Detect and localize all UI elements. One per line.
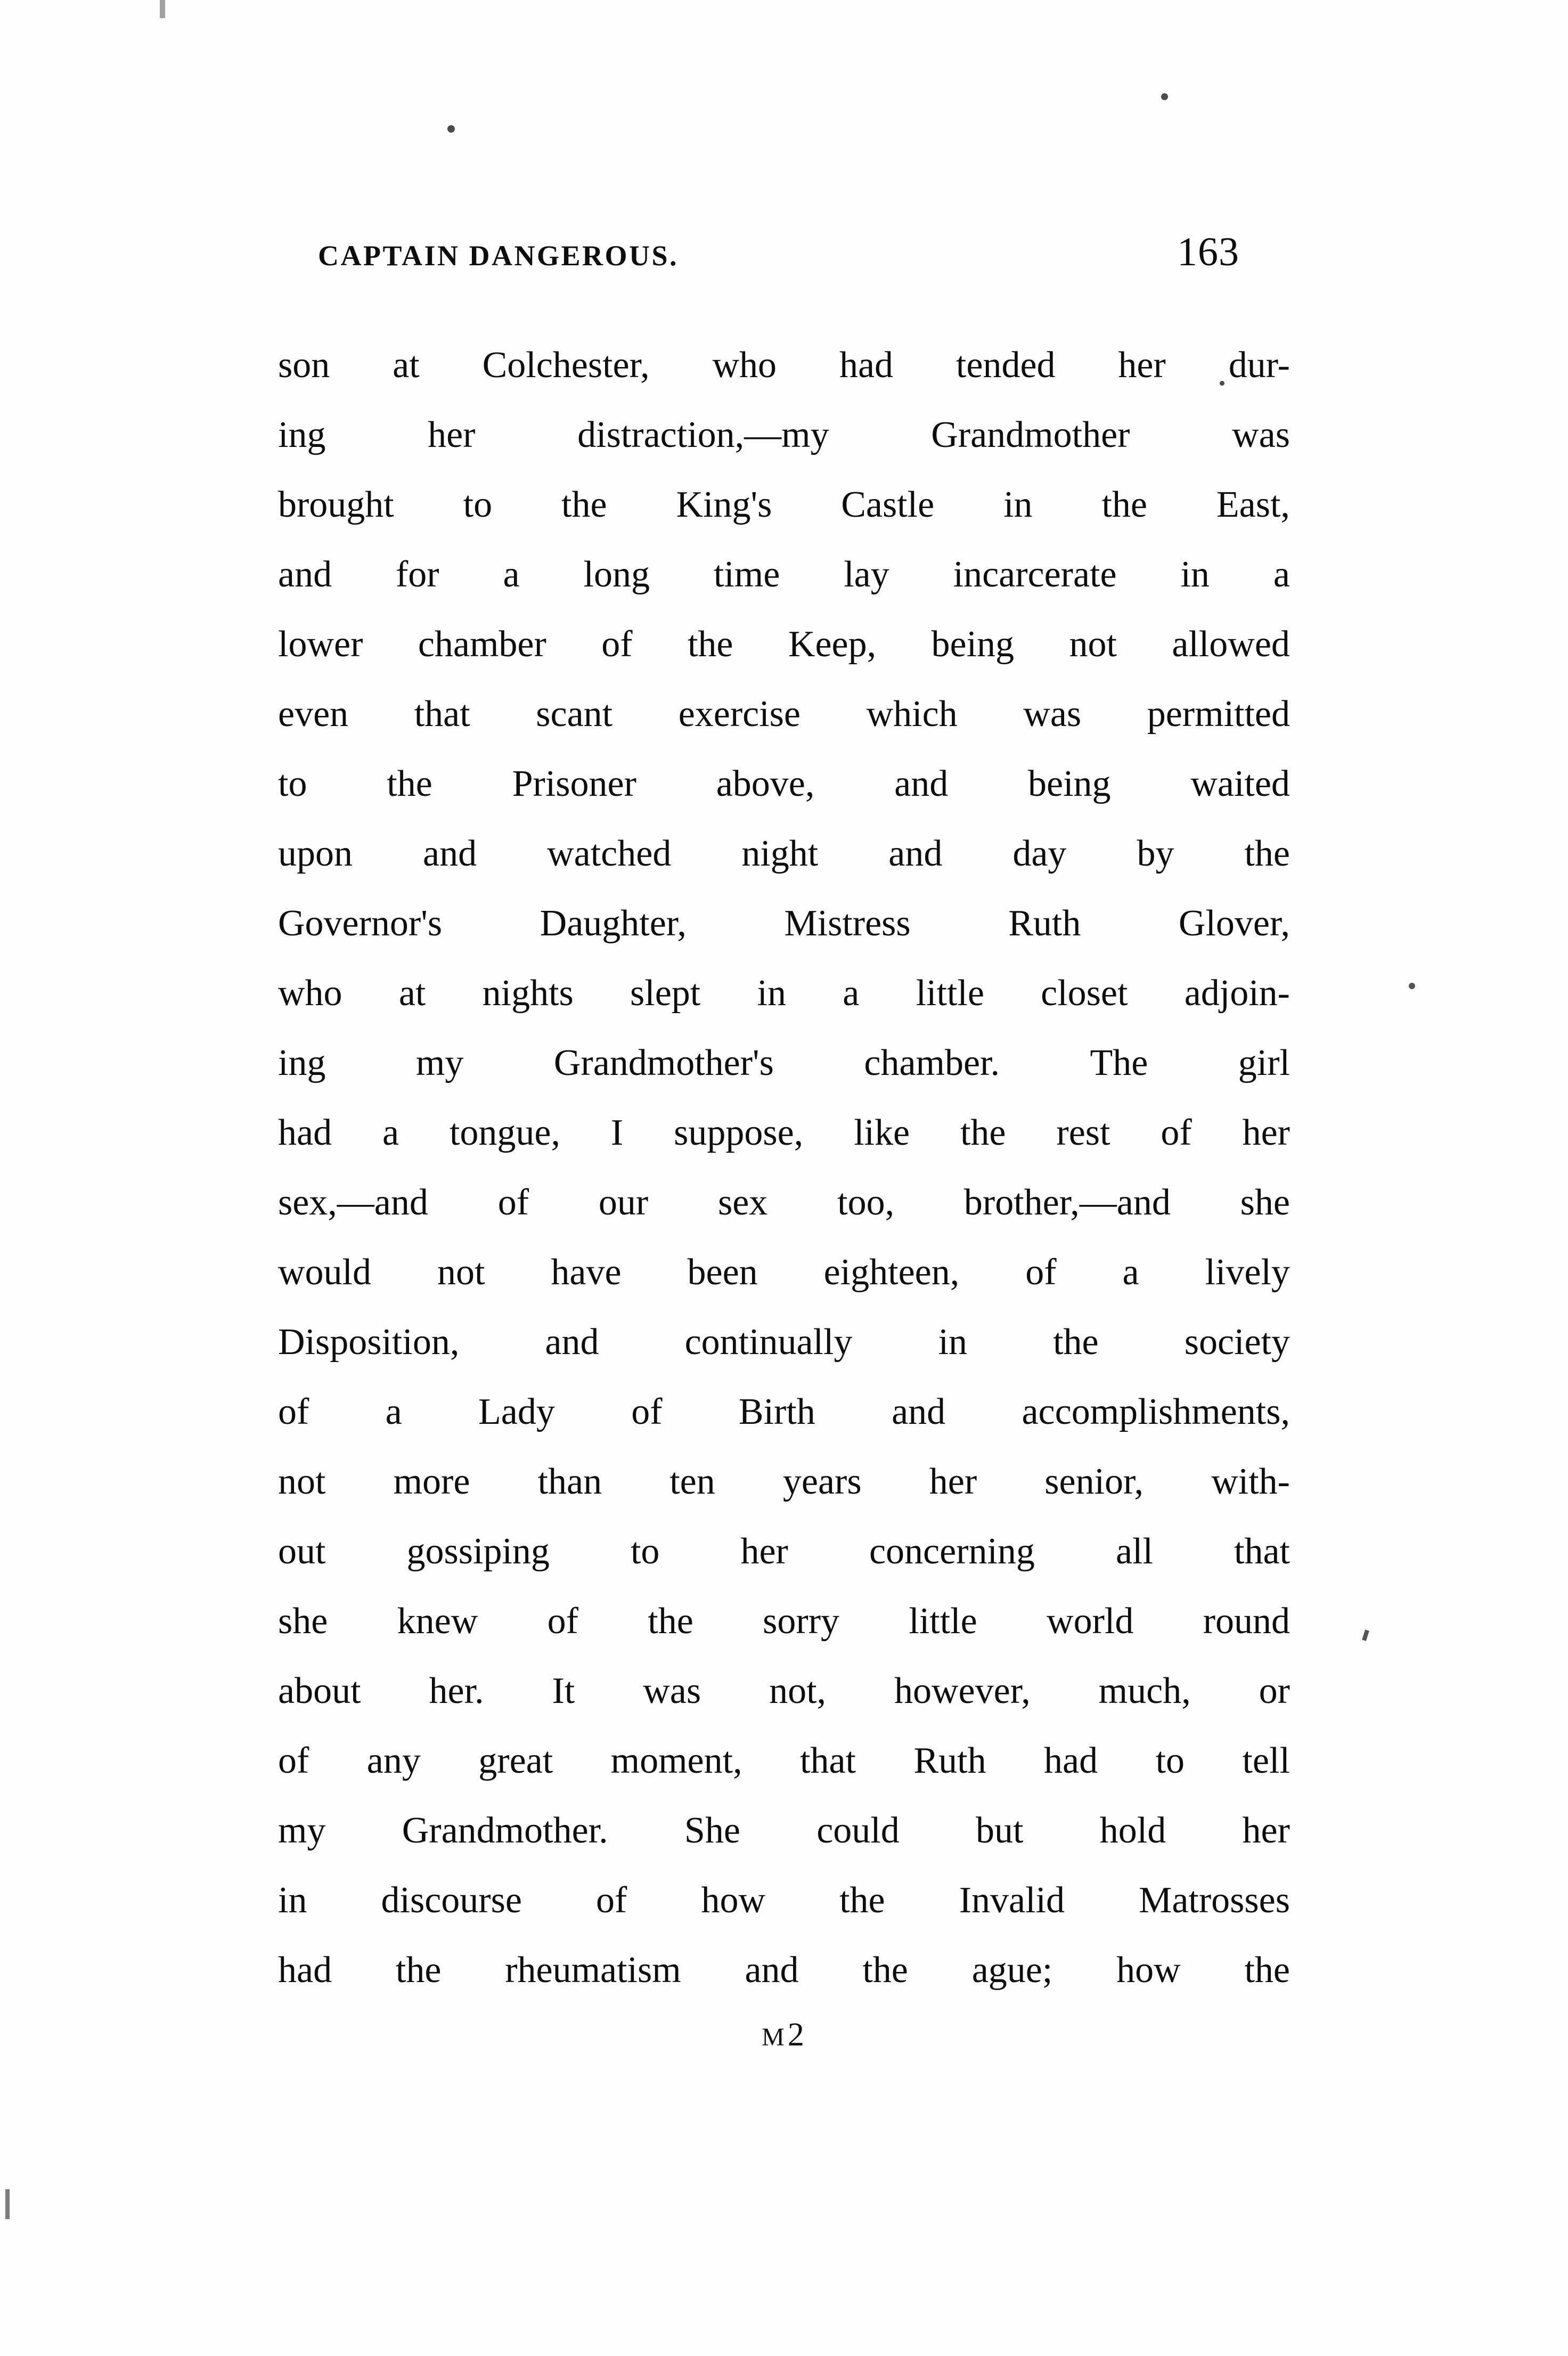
text-line: not more than ten years her senior, with- — [278, 1461, 1290, 1502]
text-line: ing my Grandmother's chamber. The girl — [278, 1042, 1290, 1083]
text-line: would not have been eighteen, of a lively — [278, 1252, 1290, 1293]
signature-letter: M — [762, 2023, 788, 2051]
text-line: in discourse of how the Invalid Matrosses — [278, 1880, 1290, 1921]
scan-speck-middle-right — [1409, 983, 1415, 989]
text-line: Governor's Daughter, Mistress Ruth Glover, — [278, 903, 1290, 944]
page-number: 163 — [1177, 230, 1239, 274]
text-line: and for a long time lay incarcerate in a — [278, 554, 1290, 595]
signature-mark — [0, 2016, 1568, 2054]
scan-speck-lower-right — [1362, 1629, 1369, 1641]
page-header-inner — [286, 229, 1282, 275]
text-line: about her. It was not, however, much, or — [278, 1670, 1290, 1711]
text-line: of a Lady of Birth and accomplishments, — [278, 1391, 1290, 1432]
text-line: out gossiping to her concerning all that — [278, 1531, 1290, 1572]
signature-number: 2 — [787, 2017, 806, 2053]
text-line: my Grandmother. She could but hold her — [278, 1810, 1290, 1851]
text-line: ing her distraction,—my Grandmother was — [278, 414, 1290, 455]
text-line: even that scant exercise which was permitted — [278, 694, 1290, 735]
text-line: of any great moment, that Ruth had to tell — [278, 1740, 1290, 1781]
text-line: had the rheumatism and the ague; how the — [278, 1950, 1290, 1991]
text-line: who at nights slept in a little closet adjoin- — [278, 973, 1290, 1014]
scan-speck-left — [447, 125, 455, 133]
text-line: lower chamber of the Keep, being not allowed — [278, 624, 1290, 665]
scan-speck-top-right — [1161, 93, 1168, 100]
scan-edge-mark-bottom-left — [5, 2189, 10, 2219]
page-header — [0, 229, 1568, 275]
body-text — [278, 330, 1290, 2005]
text-line: she knew of the sorry little world round — [278, 1601, 1290, 1642]
text-line: to the Prisoner above, and being waited — [278, 763, 1290, 804]
text-line: son at Colchester, who had tended her dur- — [278, 345, 1290, 386]
running-head: CAPTAIN DANGEROUS. — [318, 240, 679, 272]
text-line: brought to the King's Castle in the East, — [278, 484, 1290, 525]
text-line: had a tongue, I suppose, like the rest of her — [278, 1112, 1290, 1153]
text-line: Disposition, and continually in the society — [278, 1322, 1290, 1363]
scan-edge-mark-top-left — [160, 0, 165, 18]
text-line: sex,—and of our sex too, brother,—and she — [278, 1182, 1290, 1223]
text-line: upon and watched night and day by the — [278, 833, 1290, 874]
